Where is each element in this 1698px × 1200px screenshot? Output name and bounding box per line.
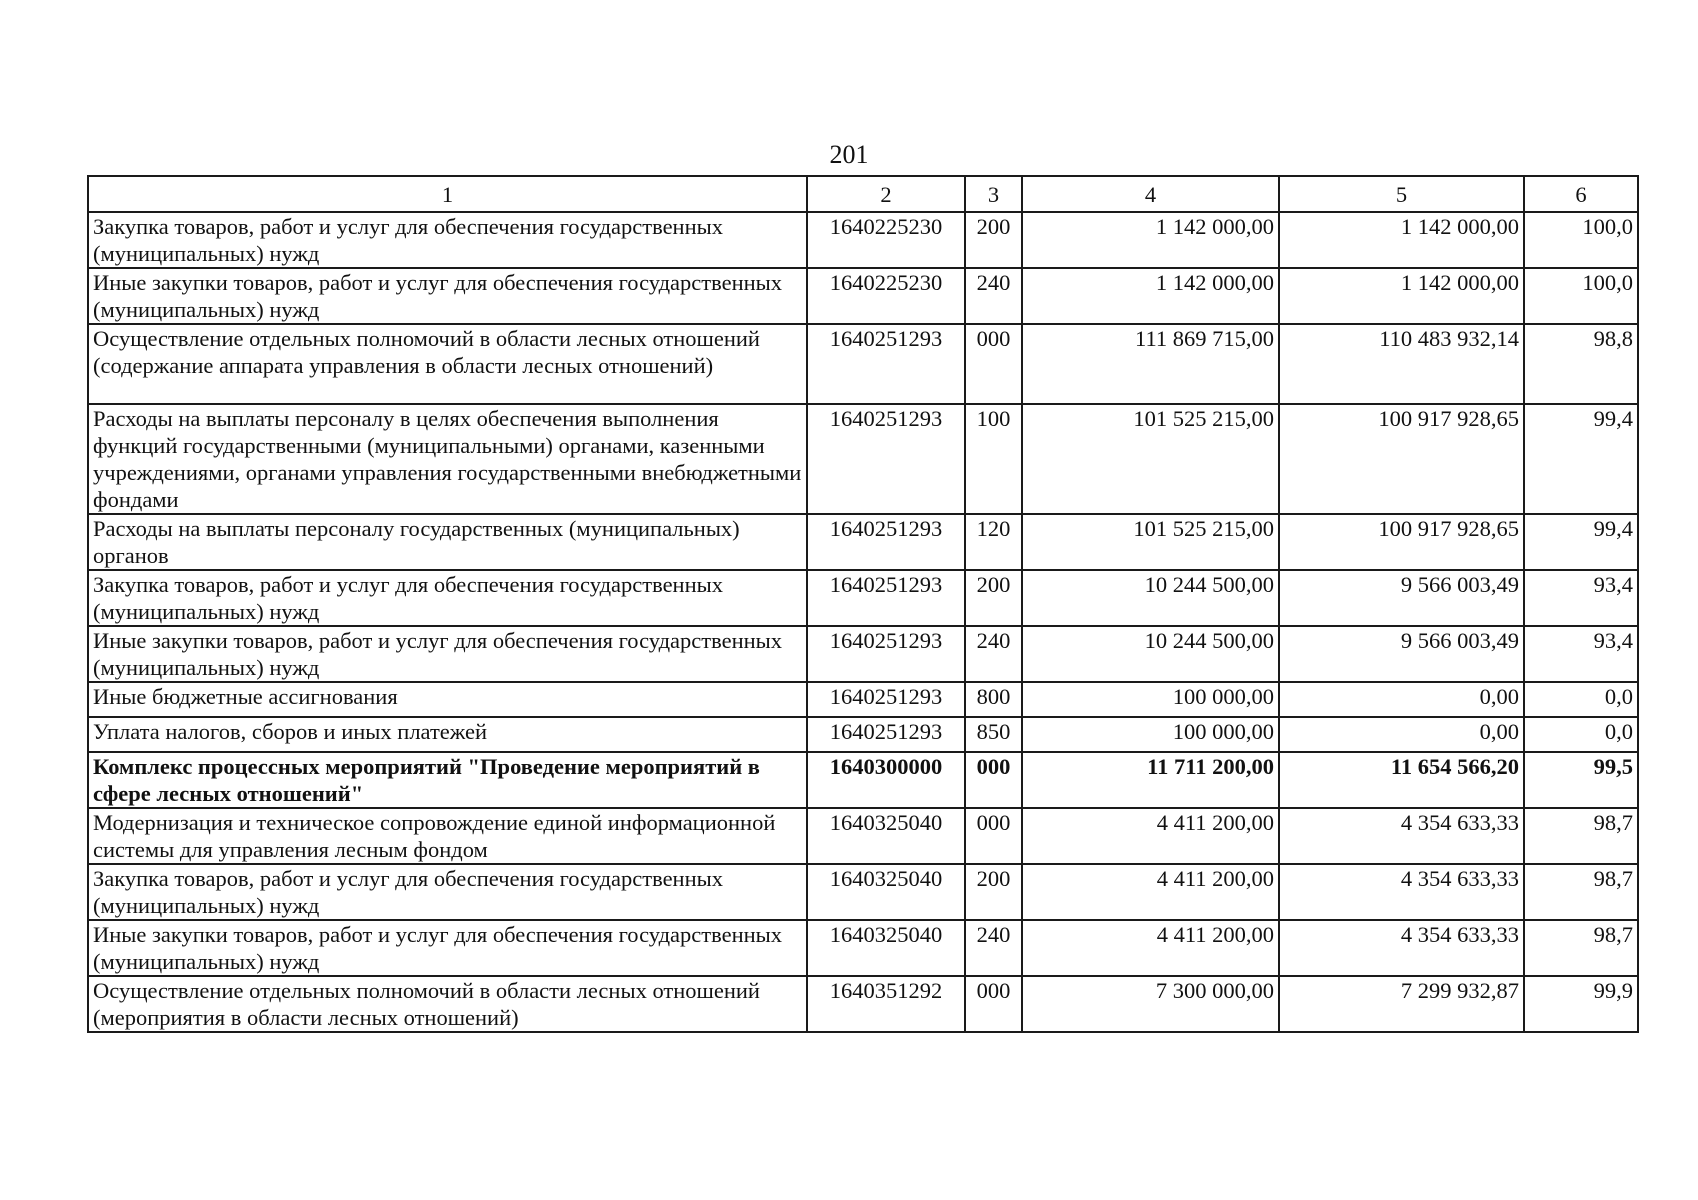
row-executed-cell: 11 654 566,20 xyxy=(1279,752,1524,808)
row-code-cell: 1640325040 xyxy=(807,864,965,920)
row-code-cell: 1640251293 xyxy=(807,324,965,404)
row-executed-cell: 100 917 928,65 xyxy=(1279,404,1524,514)
row-kvr-cell: 240 xyxy=(965,920,1022,976)
row-kvr-cell: 000 xyxy=(965,808,1022,864)
header-col-3: 3 xyxy=(965,176,1022,212)
row-name-cell: Расходы на выплаты персоналу в целях обеспечения выполнения функций государственными (муниципальными) органами, казенными учреждениями, органами управления государственными внебюджетными фондами xyxy=(88,404,807,514)
row-name-cell: Закупка товаров, работ и услуг для обеспечения государственных (муниципальных) нужд xyxy=(88,570,807,626)
row-name-cell: Иные закупки товаров, работ и услуг для обеспечения государственных (муниципальных) нужд xyxy=(88,626,807,682)
row-kvr-cell: 200 xyxy=(965,212,1022,268)
row-executed-cell: 110 483 932,14 xyxy=(1279,324,1524,404)
row-executed-cell: 1 142 000,00 xyxy=(1279,212,1524,268)
row-planned-cell: 1 142 000,00 xyxy=(1022,212,1279,268)
table-row xyxy=(88,268,1638,324)
row-percent-cell: 93,4 xyxy=(1524,570,1638,626)
table-row xyxy=(88,212,1638,268)
header-col-5: 5 xyxy=(1279,176,1524,212)
row-percent-cell: 99,4 xyxy=(1524,514,1638,570)
row-planned-cell: 4 411 200,00 xyxy=(1022,808,1279,864)
table-row xyxy=(88,717,1638,752)
row-percent-cell: 98,7 xyxy=(1524,808,1638,864)
row-percent-cell: 99,9 xyxy=(1524,976,1638,1032)
row-kvr-cell: 800 xyxy=(965,682,1022,717)
row-kvr-cell: 100 xyxy=(965,404,1022,514)
table-row xyxy=(88,682,1638,717)
row-executed-cell: 4 354 633,33 xyxy=(1279,808,1524,864)
row-name-cell: Закупка товаров, работ и услуг для обеспечения государственных (муниципальных) нужд xyxy=(88,864,807,920)
row-name-cell: Осуществление отдельных полномочий в области лесных отношений (мероприятия в области лесных отношений) xyxy=(88,976,807,1032)
row-percent-cell: 93,4 xyxy=(1524,626,1638,682)
row-kvr-cell: 000 xyxy=(965,976,1022,1032)
row-kvr-cell: 200 xyxy=(965,864,1022,920)
row-name-cell: Уплата налогов, сборов и иных платежей xyxy=(88,717,807,752)
header-row xyxy=(88,176,1638,212)
budget-execution-table xyxy=(87,175,1639,1033)
row-planned-cell: 101 525 215,00 xyxy=(1022,404,1279,514)
row-planned-cell: 1 142 000,00 xyxy=(1022,268,1279,324)
row-kvr-cell: 000 xyxy=(965,324,1022,404)
row-code-cell: 1640251293 xyxy=(807,626,965,682)
row-kvr-cell: 000 xyxy=(965,752,1022,808)
row-kvr-cell: 240 xyxy=(965,626,1022,682)
row-percent-cell: 98,7 xyxy=(1524,864,1638,920)
header-col-1: 1 xyxy=(88,176,807,212)
row-code-cell: 1640225230 xyxy=(807,212,965,268)
row-planned-cell: 111 869 715,00 xyxy=(1022,324,1279,404)
row-percent-cell: 99,5 xyxy=(1524,752,1638,808)
row-executed-cell: 7 299 932,87 xyxy=(1279,976,1524,1032)
table-body xyxy=(88,212,1638,1032)
row-planned-cell: 100 000,00 xyxy=(1022,682,1279,717)
row-name-cell: Иные закупки товаров, работ и услуг для обеспечения государственных (муниципальных) нужд xyxy=(88,920,807,976)
row-executed-cell: 0,00 xyxy=(1279,682,1524,717)
table-row xyxy=(88,570,1638,626)
row-planned-cell: 101 525 215,00 xyxy=(1022,514,1279,570)
row-percent-cell: 0,0 xyxy=(1524,717,1638,752)
row-executed-cell: 4 354 633,33 xyxy=(1279,920,1524,976)
header-col-4: 4 xyxy=(1022,176,1279,212)
table-header xyxy=(88,176,1638,212)
row-code-cell: 1640251293 xyxy=(807,404,965,514)
row-executed-cell: 9 566 003,49 xyxy=(1279,626,1524,682)
row-planned-cell: 11 711 200,00 xyxy=(1022,752,1279,808)
row-executed-cell: 9 566 003,49 xyxy=(1279,570,1524,626)
row-name-cell: Модернизация и техническое сопровождение единой информационной системы для управления лесным фондом xyxy=(88,808,807,864)
row-planned-cell: 100 000,00 xyxy=(1022,717,1279,752)
row-kvr-cell: 240 xyxy=(965,268,1022,324)
row-name-cell: Закупка товаров, работ и услуг для обеспечения государственных (муниципальных) нужд xyxy=(88,212,807,268)
row-code-cell: 1640251293 xyxy=(807,514,965,570)
header-col-2: 2 xyxy=(807,176,965,212)
page-number: 201 xyxy=(829,140,869,169)
row-code-cell: 1640225230 xyxy=(807,268,965,324)
table-row xyxy=(88,324,1638,404)
row-planned-cell: 4 411 200,00 xyxy=(1022,920,1279,976)
table-row xyxy=(88,864,1638,920)
row-code-cell: 1640325040 xyxy=(807,920,965,976)
row-name-cell: Иные закупки товаров, работ и услуг для обеспечения государственных (муниципальных) нужд xyxy=(88,268,807,324)
row-executed-cell: 1 142 000,00 xyxy=(1279,268,1524,324)
row-percent-cell: 98,7 xyxy=(1524,920,1638,976)
table-row xyxy=(88,404,1638,514)
row-percent-cell: 100,0 xyxy=(1524,212,1638,268)
row-code-cell: 1640300000 xyxy=(807,752,965,808)
row-percent-cell: 98,8 xyxy=(1524,324,1638,404)
row-executed-cell: 0,00 xyxy=(1279,717,1524,752)
table-row xyxy=(88,976,1638,1032)
header-col-6: 6 xyxy=(1524,176,1638,212)
row-name-cell: Расходы на выплаты персоналу государственных (муниципальных) органов xyxy=(88,514,807,570)
row-name-cell: Иные бюджетные ассигнования xyxy=(88,682,807,717)
row-code-cell: 1640251293 xyxy=(807,717,965,752)
table-row xyxy=(88,626,1638,682)
table-row xyxy=(88,752,1638,808)
row-percent-cell: 100,0 xyxy=(1524,268,1638,324)
row-code-cell: 1640351292 xyxy=(807,976,965,1032)
row-kvr-cell: 120 xyxy=(965,514,1022,570)
row-planned-cell: 10 244 500,00 xyxy=(1022,570,1279,626)
row-name-cell: Комплекс процессных мероприятий "Проведение мероприятий в сфере лесных отношений" xyxy=(88,752,807,808)
row-executed-cell: 100 917 928,65 xyxy=(1279,514,1524,570)
row-planned-cell: 4 411 200,00 xyxy=(1022,864,1279,920)
row-kvr-cell: 850 xyxy=(965,717,1022,752)
row-executed-cell: 4 354 633,33 xyxy=(1279,864,1524,920)
row-code-cell: 1640251293 xyxy=(807,570,965,626)
row-planned-cell: 7 300 000,00 xyxy=(1022,976,1279,1032)
row-kvr-cell: 200 xyxy=(965,570,1022,626)
row-planned-cell: 10 244 500,00 xyxy=(1022,626,1279,682)
row-percent-cell: 99,4 xyxy=(1524,404,1638,514)
table-row xyxy=(88,808,1638,864)
table-row xyxy=(88,514,1638,570)
table-row xyxy=(88,920,1638,976)
row-code-cell: 1640251293 xyxy=(807,682,965,717)
row-name-cell: Осуществление отдельных полномочий в области лесных отношений (содержание аппарата управления в области лесных отношений) xyxy=(88,324,807,404)
row-percent-cell: 0,0 xyxy=(1524,682,1638,717)
row-code-cell: 1640325040 xyxy=(807,808,965,864)
